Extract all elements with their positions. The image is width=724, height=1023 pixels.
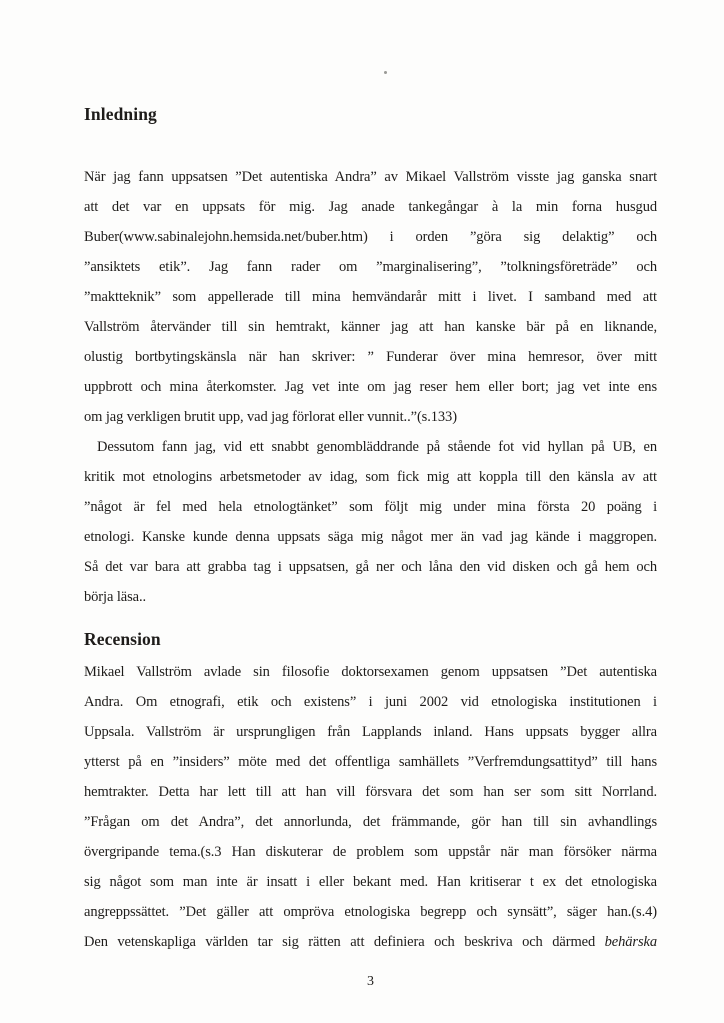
- section-heading-recension: Recension: [84, 629, 161, 649]
- text-line-with-italic: [84, 927, 657, 957]
- italic-word-beharska: behärska: [604, 934, 657, 950]
- text-line: Andra. Om etnografi, etik och existens” i juni 2002 vid etnologiska institutionen i: [84, 694, 657, 710]
- page-number: 3: [367, 974, 374, 989]
- paragraph-library-find: [84, 432, 657, 612]
- text-line: angreppssättet. ”Det gäller att ompröva etnologiska begrepp och synsätt”, säger han.(s.4): [84, 904, 657, 920]
- text-line: börja läsa..: [84, 589, 147, 605]
- text-line: olustig bortbytingskänsla när han skriver: ” Funderar över mina hemresor, över mitt: [84, 349, 657, 365]
- text-line: Uppsala. Vallström är ursprungligen från Lapplands inland. Hans uppsats bygger allra: [84, 724, 657, 740]
- text-line: Buber(www.sabinalejohn.hemsida.net/buber.htm) i orden ”göra sig delaktig” och: [84, 229, 657, 245]
- text-line: kritik mot etnologins arbetsmetoder av idag, som fick mig att koppla till den känsla av att: [84, 469, 657, 485]
- text-line: Dessutom fann jag, vid ett snabbt genombläddrande på stående fot vid hyllan på UB, en: [97, 439, 657, 455]
- text-run: Den vetenskapliga världen tar sig rätten att definiera och beskriva och därmed: [84, 934, 605, 950]
- text-line: ”ansiktets etik”. Jag fann rader om ”marginalisering”, ”tolkningsföreträde” och: [84, 259, 657, 275]
- text-line: ”något är fel med hela etnologtänket” som följt mig under mina första 20 poäng i: [84, 499, 657, 515]
- page-content: [84, 104, 657, 957]
- section-heading-inledning: Inledning: [84, 104, 157, 124]
- text-line: ”maktteknik” som appellerade till mina hemvändarår mitt i livet. I samband med att: [84, 289, 657, 305]
- text-line: om jag verkligen brutit upp, vad jag förlorat eller vunnit..”(s.133): [84, 409, 457, 425]
- text-line: Vallström återvänder till sin hemtrakt, känner jag att han kanske bär på en liknande,: [84, 319, 657, 335]
- text-line: övergripande tema.(s.3 Han diskuterar de problem som uppstår när man försöker närma: [84, 844, 657, 860]
- text-line: uppbrott och mina återkomster. Jag vet inte om jag reser hem eller bort; jag vet inte ens: [84, 379, 657, 395]
- text-line: När jag fann uppsatsen ”Det autentiska Andra” av Mikael Vallström visste jag ganska snart: [84, 169, 657, 185]
- text-line: Så det var bara att grabba tag i uppsatsen, gå ner och låna den vid disken och gå hem och: [84, 559, 657, 575]
- text-line: hemtrakter. Detta har lett till att han vill försvara det som han ser som sitt Norrland.: [84, 784, 657, 800]
- text-line: ytterst på en ”insiders” möte med det offentliga samhällets ”Verfremdungsattityd” till hans: [84, 754, 657, 770]
- paragraph-introduction: [84, 162, 657, 432]
- text-line: sig något som man inte är insatt i eller bekant med. Han kritiserar t ex det etnologiska: [84, 874, 657, 890]
- scan-artifact-dot: [384, 71, 387, 74]
- text-line: etnologi. Kanske kunde denna uppsats säga mig något mer än vad jag kände i maggropen.: [84, 529, 657, 545]
- text-line: att det var en uppsats för mig. Jag anade tankegångar à la min forna husgud: [84, 199, 657, 215]
- paragraph-review: [84, 657, 657, 957]
- text-line: ”Frågan om det Andra”, det annorlunda, det främmande, gör han till sin avhandlings: [84, 814, 657, 830]
- text-line: Mikael Vallström avlade sin filosofie doktorsexamen genom uppsatsen ”Det autentiska: [84, 664, 657, 680]
